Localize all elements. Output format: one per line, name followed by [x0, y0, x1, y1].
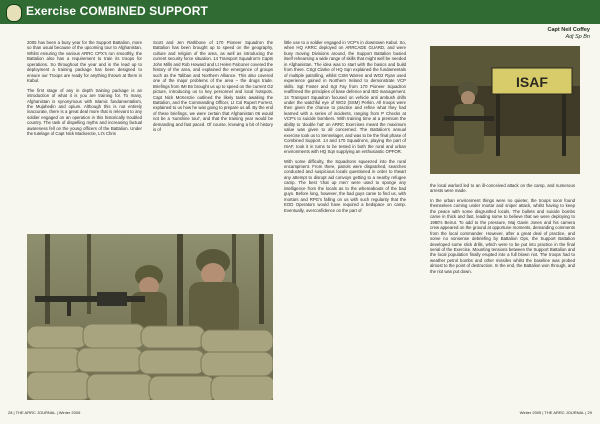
author-role: Adj Sp Bn [565, 34, 590, 40]
article-title: Exercise COMBINED SUPPORT [26, 4, 208, 18]
paragraph: Scott and Jen Rathbone of 170 Pioneer Squadron the Battalion has been brought up to speed on the geography, culture and religion of the area, as well as introducing the current security force situation. 14 Transport Squadron's Capts John Mills and Rob Howard and Lt Helen Falconer covered the history of the area, and explained the emergence of groups such as the Taliban and Northern Alliance. This also covered one of the major problems of the area – the drugs trade. Briefings from IMI Bn brought us up to speed on the current G2 picture, introducing us to key personnel and local hotspots. Capt Nick McKenzie outlined the likely tasks awaiting the Battalion, and the Commanding Officer, Lt Col Rupert Forrest, explained to us how he was going to prepare us all. By the end of these briefings, we were certain that Afghanistan 06 would not be a 'sunshine tour', and that the training year would be demanding and fast paced. Of course, knowing a bit of history is of [153, 40, 273, 133]
author-byline [450, 27, 590, 41]
footer-right: Winter 2005 | THE ARRC JOURNAL | 29 [519, 410, 592, 415]
article-column-1 [27, 40, 142, 226]
sign-text: ISAF [516, 74, 548, 90]
paragraph: In the urban environment things were no quieter, the troops soon found themselves coming under mortar and sniper attack, whilst having to keep the peace with some disgruntled locals. The bullets and suicide bombs came in thick and fast, leading some to believe that we were deploying to 1980's Beirut. To add to the pressure, Maj Gavin Jones and his camera crew appeared on the ground at opportune moments, demanding comments from the local commander. However, after a great deal of practice, and some no nonsense debriefing by Battalion Ops, the Support Battalion developed some slick drills, which were to be put into practice in the final serial of the Exercise. Mounting tensions between the Support Battalion and the local population finally erupted into a full blown riot. The troops had to weather petrol bombs and other missiles whilst the baseline was probed almost to the point of destruction. In the end, the Battalion won through, and the riot was put down. [430, 197, 575, 274]
author-name: Capt Neil Coffey [547, 27, 590, 33]
article-header-bar [0, 0, 600, 24]
article-column-2 [153, 40, 273, 226]
isaf-sign-photo [430, 46, 580, 174]
isaf-sign-illustration [430, 46, 580, 174]
paragraph: With some difficulty, the Squadrons squeezed into the rural encampment. From there, patrols were dispatched, searches conducted and suspicious locals questioned in order to thwart any attempt to disrupt aid convoys getting to a nearby refugee camp. The best 'chat up men' were used to sponge any intelligence from the locals as to the whereabouts of the bad guys. Before long, however, the bad guys came to find us, with mortars and RPG's falling on us with such regularity that the EOD Operators would have required a bedspace on camp. Eventually, overconfidence on the part of [284, 158, 406, 213]
paragraph: 2005 has been a busy year for the Support Battalion, more so than usual because of the upcoming tour to Afghanistan. Whilst ensuring the various ARRC CPX's run smoothly, the Battalion also has a requirement to train its troops for operations. So throughout the year and in the lead up to deployment a training package has been designed to ensure our Troops are ready for anything thrown at them in Kabul. [27, 40, 142, 84]
article-column-3 [284, 40, 406, 398]
article-column-4 [430, 183, 575, 401]
soldiers-sandbag-illustration [27, 234, 273, 400]
paragraph: The first stage of any in depth training package is an introduction of what it is you are training for. To many, Afghanistan is synonymous with Islamic fundamentalism, the Mujahedin and opium. Although this is not entirely inaccurate, there is a great deal more that is relevant to any soldier engaged on an operation in this historically troubled country. The task of dispelling myths and increasing factual awareness fell on the young officers of the Battalion. Under the tutelage of Capt Nick Mackenzie, Lt's Chris [27, 87, 142, 137]
soldiers-sandbag-photo [27, 234, 273, 400]
paragraph: little use to a soldier engaged in VCP's in downtown Kabul. So, when HQ ARRC deployed on ARRCADE GUARD, and were busy moving Divisions around, the Support Battalion busied itself rehearsing a wide range of skills that might well be needed in Afghanistan. The idea was to start with the basics and build from there. CSgt Clarke of HQ Sqn explained the fundamentals of multiple patrolling, whilst CSM Warren and WO2 Ryan used experience gained in Northern Ireland to demonstrate VCP skills. Sgt Foster and Sgt Fay from 170 Pioneer Squadron reaffirmed the principles of base defence and IED management. 14 Transport Squadron focused on vehicle anti ambush drills under the watchful eye of WO2 (SSM) Perkin. All troops were then given the chance to practice and refine what they had learned with a series of incidents, ranging from P Checks at VCP's to suicide bombers. With training time at a premium the ability to 'double hat' on ARRC Exercises meant the maximum value was given to all concerned. The Battalion's annual exercise took us to Sennelager, and was to be the final phase of Combined Support. 14 and 170 Squadrons, playing the part of ISAF, took it in turns to be tested in both the rural and urban environments with HQ Sqn supplying an enthusiastic OPFOR. [284, 40, 406, 155]
footer-left: 28 | THE ARRC JOURNAL | Winter 2005 [8, 410, 81, 415]
unit-crest-icon [6, 4, 22, 22]
paragraph: the local warlord led to an ill-conceived attack on the camp, and numerous arrests were made. [430, 183, 575, 194]
